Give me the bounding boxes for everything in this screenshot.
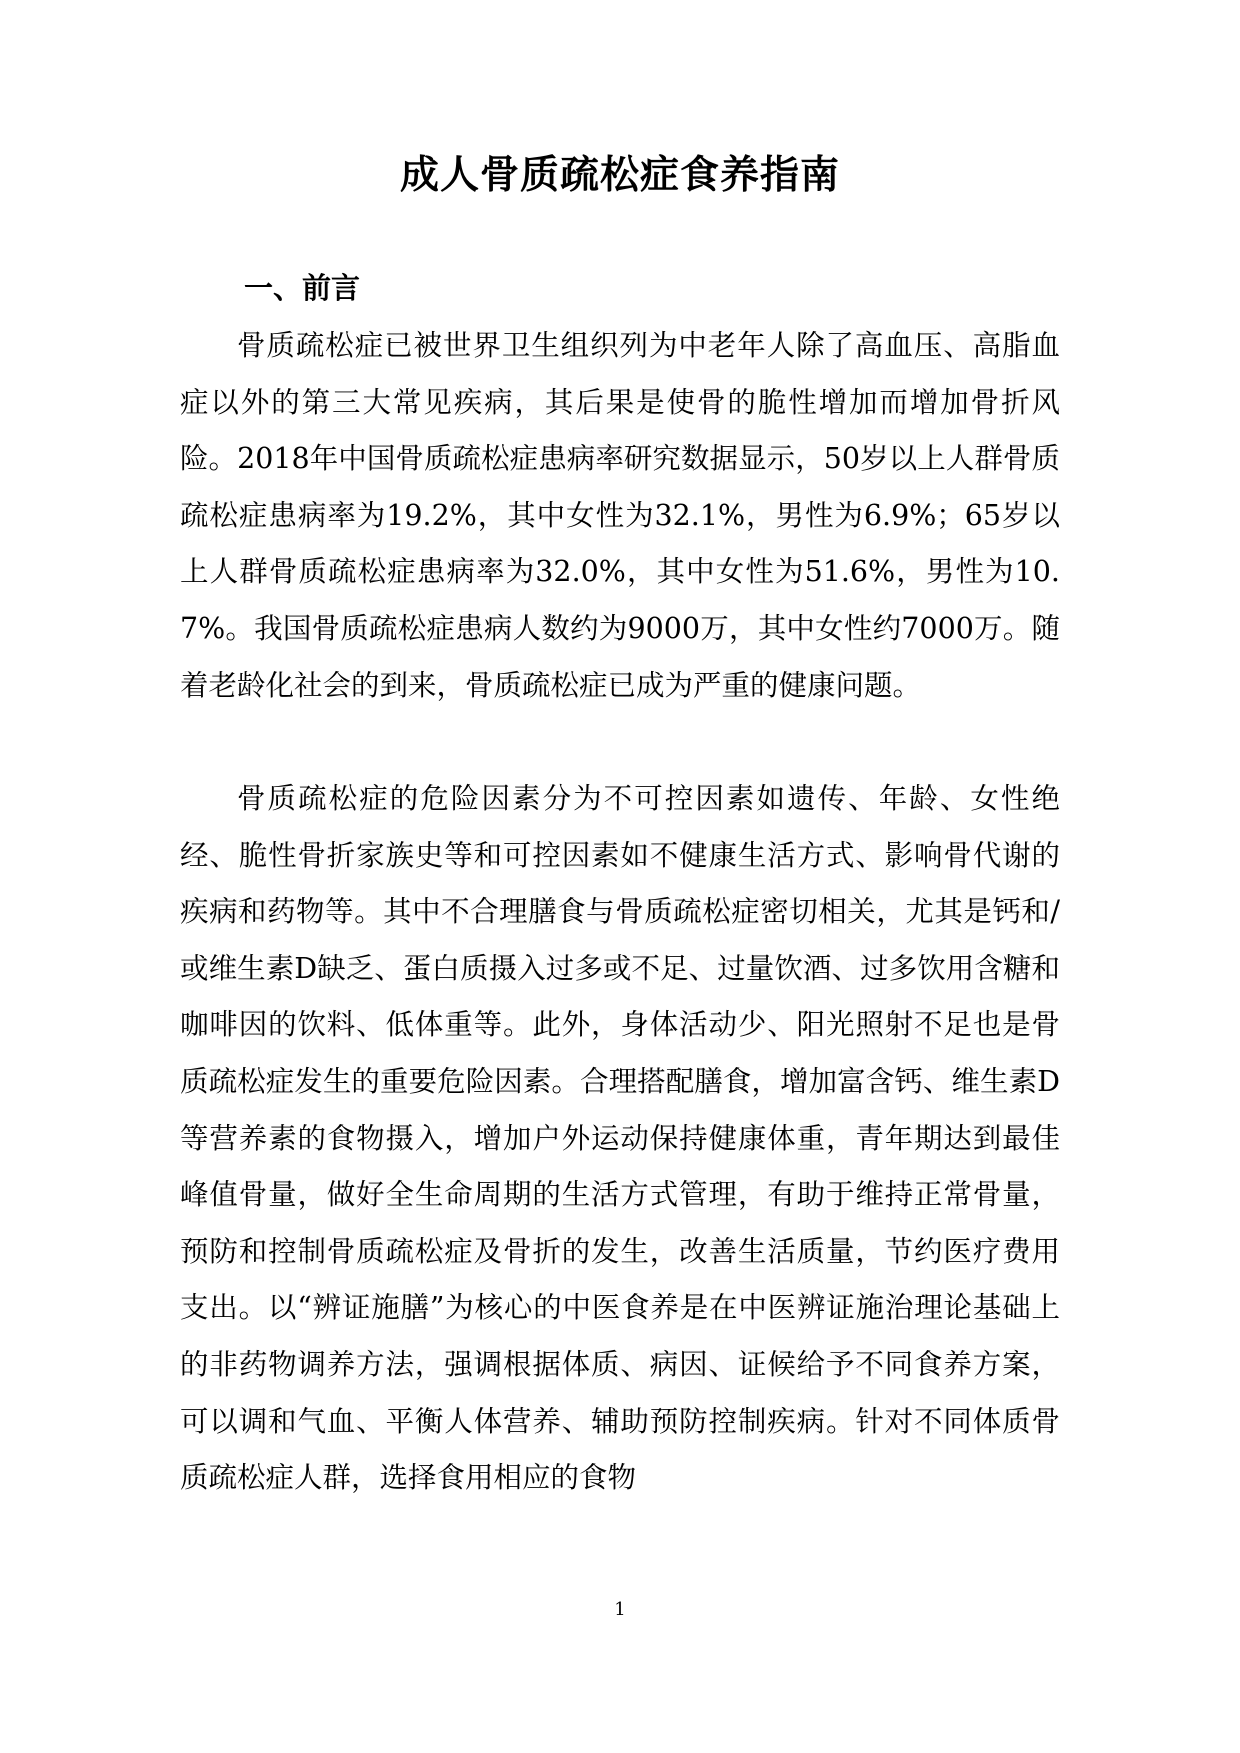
paragraph-prevalence: 骨质疏松症已被世界卫生组织列为中老年人除了高血压、高脂血症以外的第三大常见疾病，其后果是使骨的脆性增加而增加骨折风险。2018年中国骨质疏松症患病率研究数据显示，50岁以上人群骨质疏松症患病率为19.2%，其中女性为32.1%，男性为6.9%；65岁以上人群骨质疏松症患病率为32.0%，其中女性为51.6%，男性为10.7%。我国骨质疏松症患病人数约为9000万，其中女性约7000万。随着老龄化社会的到来，骨质疏松症已成为严重的健康问题。 — [180, 329, 1060, 702]
section-heading-preface: 一、前言 — [244, 271, 361, 305]
paragraph-risk-factors: 骨质疏松症的危险因素分为不可控因素如遗传、年龄、女性绝经、脆性骨折家族史等和可控因素如不健康生活方式、影响骨代谢的疾病和药物等。其中不合理膳食与骨质疏松症密切相关，尤其是钙和/或维生素D缺乏、蛋白质摄入过多或不足、过量饮酒、过多饮用含糖和咖啡因的饮料、低体重等。此外，身体活动少、阳光照射不足也是骨质疏松症发生的重要危险因素。合理搭配膳食，增加富含钙、维生素D等营养素的食物摄入，增加户外运动保持健康体重，青年期达到最佳峰值骨量，做好全生命周期的生活方式管理，有助于维持正常骨量，预防和控制骨质疏松症及骨折的发生，改善生活质量，节约医疗费用支出。以“辨证施膳”为核心的中医食养是在中医辨证施治理论基础上的非药物调养方法，强调根据体质、病因、证候给予不同食养方案，可以调和气血、平衡人体营养、辅助预防控制疾病。针对不同体质骨质疏松症人群，选择食用相应的食物 — [180, 782, 1060, 1495]
document-title: 成人骨质疏松症食养指南 — [399, 153, 840, 198]
page-number: 1 — [614, 1599, 626, 1620]
